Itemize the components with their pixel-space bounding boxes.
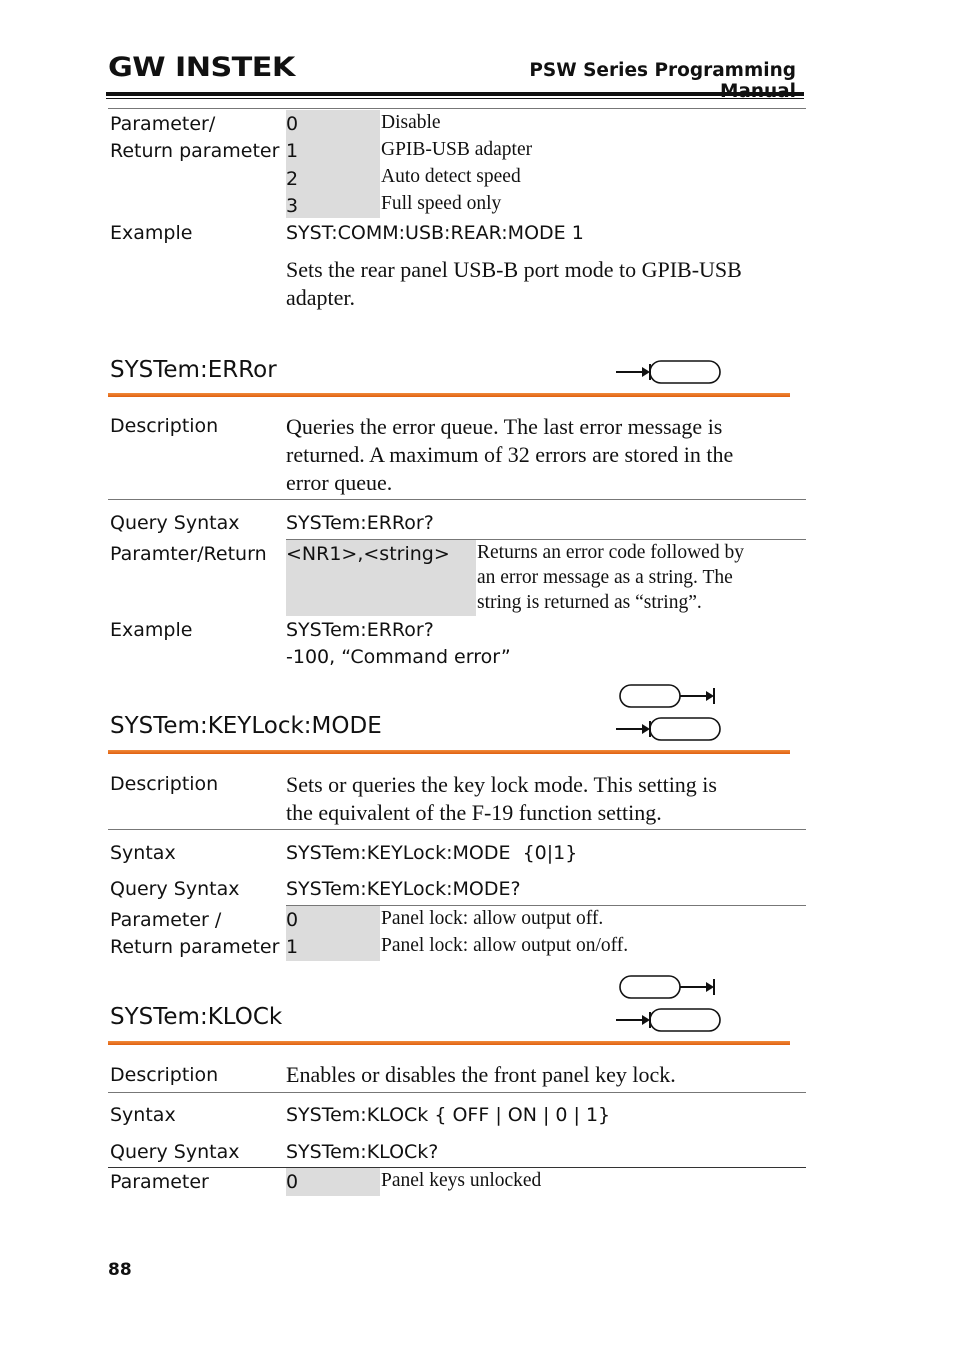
query-command-icon <box>614 1005 724 1035</box>
syntax-label: Syntax <box>110 1104 176 1126</box>
example-label: Example <box>110 619 193 641</box>
param-value: 0 <box>286 113 299 135</box>
param-value: 0 <box>286 1171 299 1193</box>
description-label: Description <box>110 773 219 795</box>
manual-title: PSW Series Programming <box>529 60 796 81</box>
description-text: the equivalent of the F-19 function setting. <box>286 800 662 825</box>
divider <box>108 499 806 500</box>
description-label: Description <box>110 415 219 437</box>
param-desc: GPIB-USB adapter <box>381 139 533 160</box>
query-syntax: SYSTem:KLOCk? <box>286 1141 439 1163</box>
param-label: Parameter/ <box>110 113 216 135</box>
syntax: SYSTem:KEYLock:MODE {0|1} <box>286 842 578 864</box>
syntax-label: Syntax <box>110 842 176 864</box>
section-title-error: SYSTem:ERRor <box>110 357 277 383</box>
query-syntax-label: Query Syntax <box>110 512 240 534</box>
param-value: 1 <box>286 140 299 162</box>
query-syntax-label: Query Syntax <box>110 1141 240 1163</box>
param-label: Return parameter <box>110 140 280 162</box>
query-command-icon <box>614 714 724 744</box>
param-value: 1 <box>286 936 299 958</box>
param-value-shading <box>286 110 380 218</box>
section-rule <box>108 1041 790 1045</box>
param-value: 2 <box>286 168 299 190</box>
param-label: Parameter / <box>110 909 222 931</box>
query-syntax: SYSTem:KEYLock:MODE? <box>286 878 521 900</box>
divider <box>108 108 806 109</box>
section-title-klock: SYSTem:KLOCk <box>110 1004 283 1030</box>
param-desc: Panel lock: allow output on/off. <box>381 935 629 956</box>
description-text: Queries the error queue. The last error message is <box>286 414 723 439</box>
param-desc: Panel lock: allow output off. <box>381 908 604 929</box>
param-value-shading <box>286 906 380 961</box>
example-description: Sets the rear panel USB-B port mode to GPIB-USB <box>286 257 742 282</box>
param-return-label: Paramter/Return <box>110 543 267 565</box>
query-syntax-label: Query Syntax <box>110 878 240 900</box>
param-return-desc: an error message as a string. The <box>477 567 733 588</box>
example-command: SYSTem:ERRor? <box>286 619 434 641</box>
section-rule <box>108 750 790 754</box>
section-title-keylock: SYSTem:KEYLock:MODE <box>110 713 382 739</box>
set-command-icon <box>614 681 724 711</box>
example-label: Example <box>110 222 193 244</box>
header-rule <box>106 92 804 96</box>
query-command-icon <box>614 357 724 387</box>
description-text: returned. A maximum of 32 errors are stored in the <box>286 442 734 467</box>
gw-instek-logo: GW INSTEK <box>108 52 295 83</box>
param-desc: Panel keys unlocked <box>381 1170 542 1191</box>
set-command-icon <box>614 972 724 1002</box>
syntax: SYSTem:KLOCk { OFF | ON | 0 | 1} <box>286 1104 611 1126</box>
param-return-desc: Returns an error code followed by <box>477 542 744 563</box>
header-rule-thin <box>106 98 804 99</box>
page-number: 88 <box>108 1260 132 1280</box>
param-desc: Disable <box>381 112 441 133</box>
example-description: adapter. <box>286 285 356 310</box>
description-text: Sets or queries the key lock mode. This setting is <box>286 772 717 797</box>
example-response: -100, “Command error” <box>286 646 511 668</box>
description-label: Description <box>110 1064 219 1086</box>
description-text: error queue. <box>286 470 393 495</box>
divider <box>108 829 806 830</box>
param-value-shading <box>286 1168 380 1196</box>
divider <box>108 1092 806 1093</box>
param-value: 3 <box>286 195 299 217</box>
param-return-value: <NR1>,<string> <box>286 543 450 565</box>
description-text: Enables or disables the front panel key lock. <box>286 1062 676 1087</box>
query-syntax: SYSTem:ERRor? <box>286 512 434 534</box>
param-label: Parameter <box>110 1171 209 1193</box>
param-value: 0 <box>286 909 299 931</box>
param-label: Return parameter <box>110 936 280 958</box>
section-rule <box>108 393 790 397</box>
example-command: SYST:COMM:USB:REAR:MODE 1 <box>286 222 584 244</box>
param-return-desc: string is returned as “string”. <box>477 592 702 613</box>
param-desc: Auto detect speed <box>381 166 521 187</box>
param-desc: Full speed only <box>381 193 502 214</box>
